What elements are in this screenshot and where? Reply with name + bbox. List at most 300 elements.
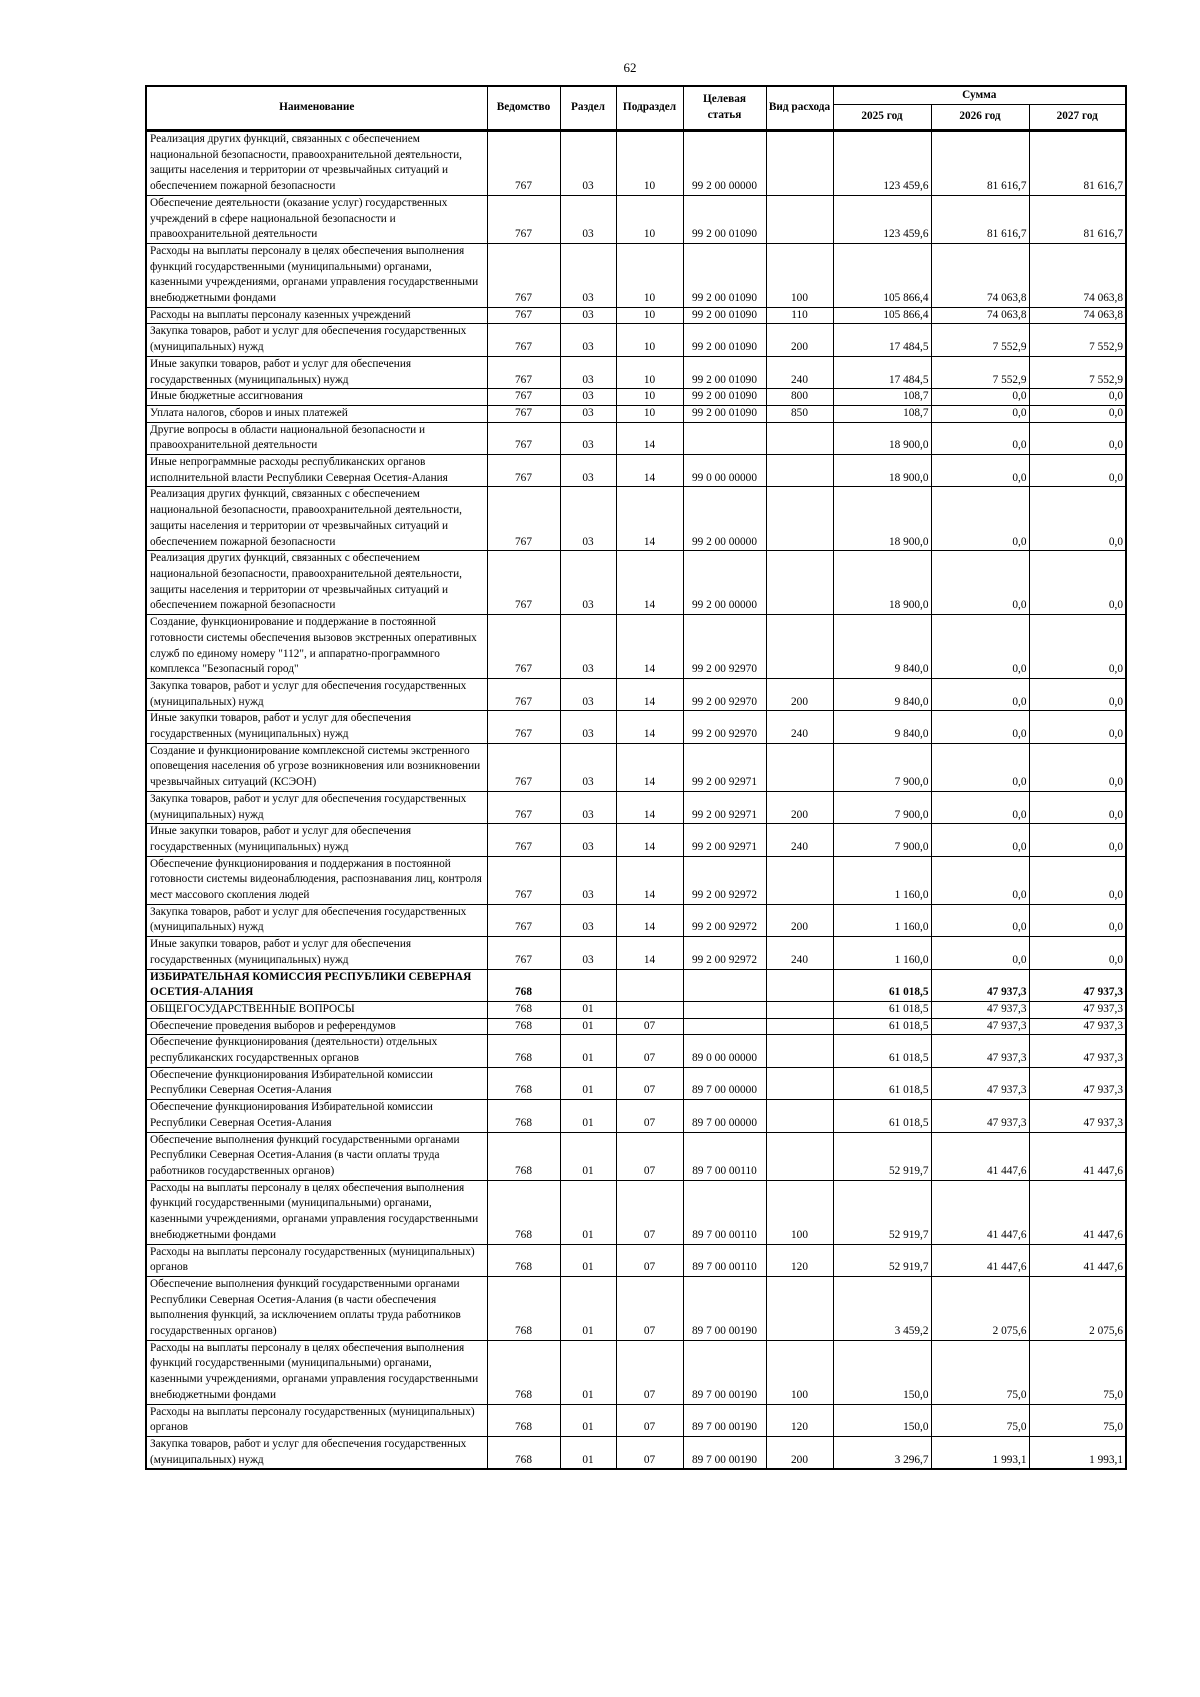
cell-expense-type (766, 1018, 833, 1035)
cell-2027: 41 447,6 (1029, 1244, 1126, 1276)
cell-dept: 768 (487, 1018, 560, 1035)
cell-dept: 767 (487, 455, 560, 487)
cell-expense-type (766, 487, 833, 551)
cell-section: 03 (560, 195, 616, 243)
table-row (146, 1035, 1126, 1067)
cell-target: 99 2 00 92971 (683, 791, 766, 823)
cell-2025: 61 018,5 (833, 1067, 931, 1099)
cell-name: ИЗБИРАТЕЛЬНАЯ КОМИССИЯ РЕСПУБЛИКИ СЕВЕРНАЯ ОСЕТИЯ-АЛАНИЯ (146, 969, 487, 1001)
cell-expense-type (766, 1067, 833, 1099)
cell-2025: 52 919,7 (833, 1244, 931, 1276)
cell-target: 89 7 00 00110 (683, 1132, 766, 1180)
cell-2026: 41 447,6 (931, 1244, 1029, 1276)
cell-2026: 47 937,3 (931, 969, 1029, 1001)
cell-target: 89 7 00 00110 (683, 1244, 766, 1276)
cell-expense-type (766, 131, 833, 196)
cell-2025: 150,0 (833, 1340, 931, 1404)
cell-2025: 3 459,2 (833, 1276, 931, 1340)
cell-2025: 18 900,0 (833, 487, 931, 551)
cell-target: 99 2 00 00000 (683, 131, 766, 196)
cell-subsection: 10 (616, 195, 683, 243)
table-row (146, 1276, 1126, 1340)
cell-dept: 768 (487, 1244, 560, 1276)
cell-2027: 2 075,6 (1029, 1276, 1126, 1340)
cell-dept: 768 (487, 1132, 560, 1180)
cell-expense-type: 120 (766, 1244, 833, 1276)
cell-expense-type: 100 (766, 1180, 833, 1244)
cell-section: 03 (560, 678, 616, 710)
cell-expense-type (766, 455, 833, 487)
cell-2027: 0,0 (1029, 422, 1126, 454)
cell-2026: 0,0 (931, 937, 1029, 969)
table-row (146, 243, 1126, 307)
cell-section: 03 (560, 551, 616, 615)
cell-expense-type (766, 856, 833, 904)
cell-subsection: 07 (616, 1180, 683, 1244)
cell-expense-type (766, 195, 833, 243)
cell-target: 89 7 00 00000 (683, 1067, 766, 1099)
cell-target: 99 2 00 92972 (683, 856, 766, 904)
cell-2025: 123 459,6 (833, 131, 931, 196)
cell-subsection: 10 (616, 356, 683, 388)
cell-expense-type: 240 (766, 356, 833, 388)
cell-section: 03 (560, 487, 616, 551)
cell-2025: 18 900,0 (833, 551, 931, 615)
cell-target: 99 2 00 01090 (683, 324, 766, 356)
cell-subsection: 14 (616, 455, 683, 487)
table-row (146, 1404, 1126, 1436)
cell-expense-type (766, 743, 833, 791)
cell-2027: 0,0 (1029, 405, 1126, 422)
header-2025: 2025 год (833, 105, 931, 131)
cell-section: 03 (560, 356, 616, 388)
cell-2026: 41 447,6 (931, 1180, 1029, 1244)
cell-2025: 7 900,0 (833, 743, 931, 791)
cell-expense-type: 240 (766, 711, 833, 743)
cell-target: 99 2 00 01090 (683, 356, 766, 388)
cell-expense-type: 200 (766, 678, 833, 710)
cell-name: Обеспечение функционирования Избирательной комиссии Республики Северная Осетия-Алания (146, 1067, 487, 1099)
cell-expense-type (766, 1100, 833, 1132)
cell-subsection: 14 (616, 551, 683, 615)
cell-2027: 47 937,3 (1029, 1100, 1126, 1132)
cell-2027: 41 447,6 (1029, 1180, 1126, 1244)
table-row (146, 937, 1126, 969)
cell-expense-type: 850 (766, 405, 833, 422)
cell-2027: 0,0 (1029, 551, 1126, 615)
cell-subsection: 07 (616, 1276, 683, 1340)
cell-dept: 767 (487, 405, 560, 422)
cell-expense-type: 240 (766, 937, 833, 969)
cell-dept: 767 (487, 678, 560, 710)
cell-name: Обеспечение деятельности (оказание услуг) государственных учреждений в сфере национальной безопасности и правоохранительной деятельности (146, 195, 487, 243)
table-body (146, 131, 1126, 1470)
cell-2025: 1 160,0 (833, 937, 931, 969)
cell-dept: 767 (487, 324, 560, 356)
cell-expense-type: 110 (766, 307, 833, 324)
table-row (146, 1340, 1126, 1404)
cell-section: 01 (560, 1001, 616, 1018)
cell-2027: 47 937,3 (1029, 1067, 1126, 1099)
cell-section (560, 969, 616, 1001)
cell-subsection: 10 (616, 131, 683, 196)
cell-target (683, 1001, 766, 1018)
table-row (146, 856, 1126, 904)
cell-2026: 0,0 (931, 711, 1029, 743)
cell-dept: 768 (487, 1340, 560, 1404)
cell-2027: 7 552,9 (1029, 356, 1126, 388)
cell-section: 03 (560, 422, 616, 454)
cell-2025: 18 900,0 (833, 455, 931, 487)
table-row (146, 1436, 1126, 1469)
table-row (146, 1132, 1126, 1180)
cell-2026: 2 075,6 (931, 1276, 1029, 1340)
cell-2026: 81 616,7 (931, 131, 1029, 196)
cell-dept: 768 (487, 1276, 560, 1340)
cell-subsection: 10 (616, 389, 683, 406)
cell-2027: 74 063,8 (1029, 243, 1126, 307)
cell-section: 03 (560, 856, 616, 904)
cell-name: Закупка товаров, работ и услуг для обеспечения государственных (муниципальных) нужд (146, 904, 487, 936)
cell-subsection: 07 (616, 1436, 683, 1469)
cell-dept: 767 (487, 937, 560, 969)
cell-name: ОБЩЕГОСУДАРСТВЕННЫЕ ВОПРОСЫ (146, 1001, 487, 1018)
cell-subsection: 07 (616, 1132, 683, 1180)
cell-2027: 0,0 (1029, 389, 1126, 406)
cell-2026: 0,0 (931, 824, 1029, 856)
cell-subsection: 07 (616, 1340, 683, 1404)
cell-dept: 768 (487, 1404, 560, 1436)
cell-2026: 47 937,3 (931, 1018, 1029, 1035)
cell-section: 01 (560, 1035, 616, 1067)
cell-2027: 0,0 (1029, 678, 1126, 710)
cell-2025: 108,7 (833, 405, 931, 422)
cell-target: 99 0 00 00000 (683, 455, 766, 487)
cell-2025: 52 919,7 (833, 1180, 931, 1244)
cell-dept: 768 (487, 1067, 560, 1099)
cell-subsection: 14 (616, 422, 683, 454)
cell-2026: 0,0 (931, 904, 1029, 936)
cell-target: 99 2 00 92970 (683, 615, 766, 679)
cell-dept: 767 (487, 389, 560, 406)
cell-dept: 767 (487, 711, 560, 743)
cell-2025: 61 018,5 (833, 1035, 931, 1067)
cell-dept: 767 (487, 131, 560, 196)
cell-2027: 0,0 (1029, 824, 1126, 856)
cell-2025: 18 900,0 (833, 422, 931, 454)
cell-dept: 767 (487, 856, 560, 904)
cell-subsection: 07 (616, 1067, 683, 1099)
cell-target: 89 7 00 00190 (683, 1340, 766, 1404)
cell-2026: 0,0 (931, 791, 1029, 823)
cell-dept: 767 (487, 743, 560, 791)
cell-section: 01 (560, 1018, 616, 1035)
cell-target: 99 2 00 92971 (683, 743, 766, 791)
cell-2027: 81 616,7 (1029, 131, 1126, 196)
cell-name: Иные непрограммные расходы республиканских органов исполнительной власти Республики Северная Осетия-Алания (146, 455, 487, 487)
cell-expense-type: 800 (766, 389, 833, 406)
cell-section: 01 (560, 1340, 616, 1404)
cell-subsection: 14 (616, 678, 683, 710)
cell-section: 01 (560, 1404, 616, 1436)
cell-dept: 768 (487, 1436, 560, 1469)
cell-expense-type: 100 (766, 1340, 833, 1404)
cell-2027: 0,0 (1029, 455, 1126, 487)
cell-dept: 767 (487, 551, 560, 615)
cell-2027: 47 937,3 (1029, 1018, 1126, 1035)
table-row (146, 791, 1126, 823)
cell-subsection: 14 (616, 711, 683, 743)
cell-name: Уплата налогов, сборов и иных платежей (146, 405, 487, 422)
cell-2026: 1 993,1 (931, 1436, 1029, 1469)
cell-2026: 0,0 (931, 455, 1029, 487)
cell-dept: 767 (487, 615, 560, 679)
table-row (146, 1001, 1126, 1018)
cell-dept: 768 (487, 1035, 560, 1067)
cell-2025: 1 160,0 (833, 904, 931, 936)
cell-section: 03 (560, 904, 616, 936)
table-row (146, 969, 1126, 1001)
table-row (146, 1018, 1126, 1035)
cell-2026: 0,0 (931, 678, 1029, 710)
cell-section: 03 (560, 824, 616, 856)
cell-target: 99 2 00 01090 (683, 405, 766, 422)
cell-2025: 61 018,5 (833, 969, 931, 1001)
cell-target: 99 2 00 92972 (683, 904, 766, 936)
cell-2026: 0,0 (931, 615, 1029, 679)
cell-subsection: 07 (616, 1018, 683, 1035)
cell-name: Расходы на выплаты персоналу казенных учреждений (146, 307, 487, 324)
table-row (146, 1180, 1126, 1244)
cell-dept: 767 (487, 791, 560, 823)
cell-section: 01 (560, 1132, 616, 1180)
cell-2026: 74 063,8 (931, 307, 1029, 324)
cell-expense-type: 200 (766, 1436, 833, 1469)
cell-target: 99 2 00 01090 (683, 195, 766, 243)
cell-2025: 105 866,4 (833, 307, 931, 324)
cell-expense-type: 120 (766, 1404, 833, 1436)
cell-2026: 81 616,7 (931, 195, 1029, 243)
cell-target: 99 2 00 00000 (683, 551, 766, 615)
cell-subsection: 14 (616, 487, 683, 551)
cell-target: 89 7 00 00190 (683, 1436, 766, 1469)
cell-name: Создание и функционирование комплексной системы экстренного оповещения населения об угрозе возникновения или возникновении чрезвычайных ситуаций (КСЭОН) (146, 743, 487, 791)
cell-expense-type: 240 (766, 824, 833, 856)
cell-2026: 0,0 (931, 487, 1029, 551)
header-dept: Ведомство (487, 86, 560, 131)
table-row (146, 487, 1126, 551)
table-row (146, 131, 1126, 196)
cell-section: 03 (560, 389, 616, 406)
cell-subsection: 07 (616, 1035, 683, 1067)
cell-2027: 75,0 (1029, 1340, 1126, 1404)
cell-2027: 47 937,3 (1029, 1001, 1126, 1018)
cell-section: 03 (560, 937, 616, 969)
cell-2025: 9 840,0 (833, 678, 931, 710)
table-row (146, 422, 1126, 454)
cell-subsection: 07 (616, 1404, 683, 1436)
table-row (146, 455, 1126, 487)
cell-subsection: 14 (616, 856, 683, 904)
cell-expense-type (766, 1132, 833, 1180)
cell-section: 03 (560, 131, 616, 196)
cell-2026: 0,0 (931, 743, 1029, 791)
cell-subsection: 14 (616, 937, 683, 969)
table-row (146, 711, 1126, 743)
cell-name: Реализация других функций, связанных с обеспечением национальной безопасности, правоохранительной деятельности, защиты населения и территории от чрезвычайных ситуаций и обеспечением пожарной безопасности (146, 551, 487, 615)
cell-name: Иные закупки товаров, работ и услуг для обеспечения государственных (муниципальных) нужд (146, 356, 487, 388)
cell-dept: 767 (487, 904, 560, 936)
cell-target: 99 2 00 01090 (683, 243, 766, 307)
cell-dept: 767 (487, 243, 560, 307)
cell-target: 89 7 00 00190 (683, 1276, 766, 1340)
table-row (146, 824, 1126, 856)
cell-target: 89 0 00 00000 (683, 1035, 766, 1067)
cell-target: 99 2 00 01090 (683, 389, 766, 406)
cell-2027: 0,0 (1029, 711, 1126, 743)
cell-name: Закупка товаров, работ и услуг для обеспечения государственных (муниципальных) нужд (146, 791, 487, 823)
cell-name: Закупка товаров, работ и услуг для обеспечения государственных (муниципальных) нужд (146, 678, 487, 710)
cell-2026: 75,0 (931, 1340, 1029, 1404)
cell-name: Иные закупки товаров, работ и услуг для обеспечения государственных (муниципальных) нужд (146, 824, 487, 856)
cell-dept: 768 (487, 969, 560, 1001)
cell-section: 01 (560, 1100, 616, 1132)
cell-target: 89 7 00 00110 (683, 1180, 766, 1244)
table-row (146, 307, 1126, 324)
cell-2027: 47 937,3 (1029, 1035, 1126, 1067)
table-row (146, 356, 1126, 388)
cell-expense-type (766, 551, 833, 615)
cell-name: Обеспечение проведения выборов и референдумов (146, 1018, 487, 1035)
cell-name: Расходы на выплаты персоналу государственных (муниципальных) органов (146, 1404, 487, 1436)
cell-dept: 767 (487, 422, 560, 454)
cell-name: Обеспечение функционирования и поддержания в постоянной готовности системы видеонаблюдения, распознавания лиц, контроля мест массового скопления людей (146, 856, 487, 904)
cell-name: Расходы на выплаты персоналу в целях обеспечения выполнения функций государственными (муниципальными) органами, казенными учреждениями, органами управления государственными внебюджетными фондами (146, 243, 487, 307)
cell-section: 03 (560, 791, 616, 823)
cell-2027: 75,0 (1029, 1404, 1126, 1436)
cell-2026: 75,0 (931, 1404, 1029, 1436)
cell-expense-type (766, 615, 833, 679)
header-2026: 2026 год (931, 105, 1029, 131)
cell-2026: 7 552,9 (931, 324, 1029, 356)
header-subsection: Подраздел (616, 86, 683, 131)
cell-subsection: 10 (616, 324, 683, 356)
cell-subsection (616, 1001, 683, 1018)
cell-name: Обеспечение функционирования (деятельности) отдельных республиканских государственных органов (146, 1035, 487, 1067)
cell-2026: 47 937,3 (931, 1100, 1029, 1132)
cell-2025: 61 018,5 (833, 1100, 931, 1132)
page-number: 62 (623, 60, 637, 75)
cell-dept: 767 (487, 487, 560, 551)
cell-subsection: 14 (616, 791, 683, 823)
cell-dept: 767 (487, 307, 560, 324)
table-header (146, 86, 1126, 131)
cell-name: Иные закупки товаров, работ и услуг для обеспечения государственных (муниципальных) нужд (146, 937, 487, 969)
cell-2025: 1 160,0 (833, 856, 931, 904)
cell-2025: 123 459,6 (833, 195, 931, 243)
header-2027: 2027 год (1029, 105, 1126, 131)
cell-2027: 47 937,3 (1029, 969, 1126, 1001)
cell-2026: 47 937,3 (931, 1067, 1029, 1099)
cell-2026: 47 937,3 (931, 1001, 1029, 1018)
cell-expense-type: 200 (766, 791, 833, 823)
cell-subsection: 07 (616, 1244, 683, 1276)
cell-2027: 7 552,9 (1029, 324, 1126, 356)
cell-section: 03 (560, 307, 616, 324)
cell-dept: 767 (487, 195, 560, 243)
cell-section: 01 (560, 1436, 616, 1469)
header-target: Целевая статья (683, 86, 766, 131)
cell-2025: 9 840,0 (833, 711, 931, 743)
cell-target: 89 7 00 00190 (683, 1404, 766, 1436)
cell-name: Расходы на выплаты персоналу государственных (муниципальных) органов (146, 1244, 487, 1276)
cell-2026: 47 937,3 (931, 1035, 1029, 1067)
cell-name: Расходы на выплаты персоналу в целях обеспечения выполнения функций государственными (муниципальными) органами, казенными учреждениями, органами управления государственными внебюджетными фондами (146, 1340, 487, 1404)
cell-section: 01 (560, 1244, 616, 1276)
cell-2025: 17 484,5 (833, 324, 931, 356)
header-sum: Сумма (833, 86, 1126, 105)
cell-2025: 17 484,5 (833, 356, 931, 388)
cell-subsection: 10 (616, 405, 683, 422)
cell-2027: 0,0 (1029, 904, 1126, 936)
cell-target (683, 1018, 766, 1035)
cell-2027: 74 063,8 (1029, 307, 1126, 324)
cell-2025: 52 919,7 (833, 1132, 931, 1180)
cell-target: 99 2 00 92970 (683, 678, 766, 710)
cell-expense-type (766, 1001, 833, 1018)
cell-section: 03 (560, 743, 616, 791)
cell-2025: 7 900,0 (833, 791, 931, 823)
table-row (146, 1244, 1126, 1276)
table-row (146, 743, 1126, 791)
cell-dept: 767 (487, 356, 560, 388)
table-row (146, 389, 1126, 406)
cell-name: Реализация других функций, связанных с обеспечением национальной безопасности, правоохранительной деятельности, защиты населения и территории от чрезвычайных ситуаций и обеспечением пожарной безопасности (146, 131, 487, 196)
cell-2027: 1 993,1 (1029, 1436, 1126, 1469)
header-expense-type: Вид расхода (766, 86, 833, 131)
cell-name: Обеспечение функционирования Избирательной комиссии Республики Северная Осетия-Алания (146, 1100, 487, 1132)
cell-name: Обеспечение выполнения функций государственными органами Республики Северная Осетия-Алания (в части оплаты труда работников государственных органов) (146, 1132, 487, 1180)
cell-name: Реализация других функций, связанных с обеспечением национальной безопасности, правоохранительной деятельности, защиты населения и территории от чрезвычайных ситуаций и обеспечением пожарной безопасности (146, 487, 487, 551)
cell-expense-type: 200 (766, 904, 833, 936)
cell-2026: 0,0 (931, 551, 1029, 615)
cell-target: 99 2 00 92971 (683, 824, 766, 856)
cell-dept: 768 (487, 1100, 560, 1132)
cell-target: 99 2 00 92972 (683, 937, 766, 969)
cell-subsection: 14 (616, 904, 683, 936)
cell-expense-type (766, 422, 833, 454)
header-name: Наименование (146, 86, 487, 131)
cell-dept: 768 (487, 1001, 560, 1018)
cell-2026: 0,0 (931, 856, 1029, 904)
cell-expense-type (766, 969, 833, 1001)
cell-2025: 61 018,5 (833, 1018, 931, 1035)
cell-subsection: 14 (616, 615, 683, 679)
cell-2026: 0,0 (931, 389, 1029, 406)
cell-2026: 7 552,9 (931, 356, 1029, 388)
cell-dept: 768 (487, 1180, 560, 1244)
cell-expense-type: 100 (766, 243, 833, 307)
cell-target: 99 2 00 01090 (683, 307, 766, 324)
cell-2027: 41 447,6 (1029, 1132, 1126, 1180)
cell-dept: 767 (487, 824, 560, 856)
cell-2027: 0,0 (1029, 743, 1126, 791)
cell-name: Закупка товаров, работ и услуг для обеспечения государственных (муниципальных) нужд (146, 1436, 487, 1469)
cell-section: 03 (560, 405, 616, 422)
cell-2025: 150,0 (833, 1404, 931, 1436)
budget-table (145, 85, 1127, 1470)
cell-section: 03 (560, 455, 616, 487)
